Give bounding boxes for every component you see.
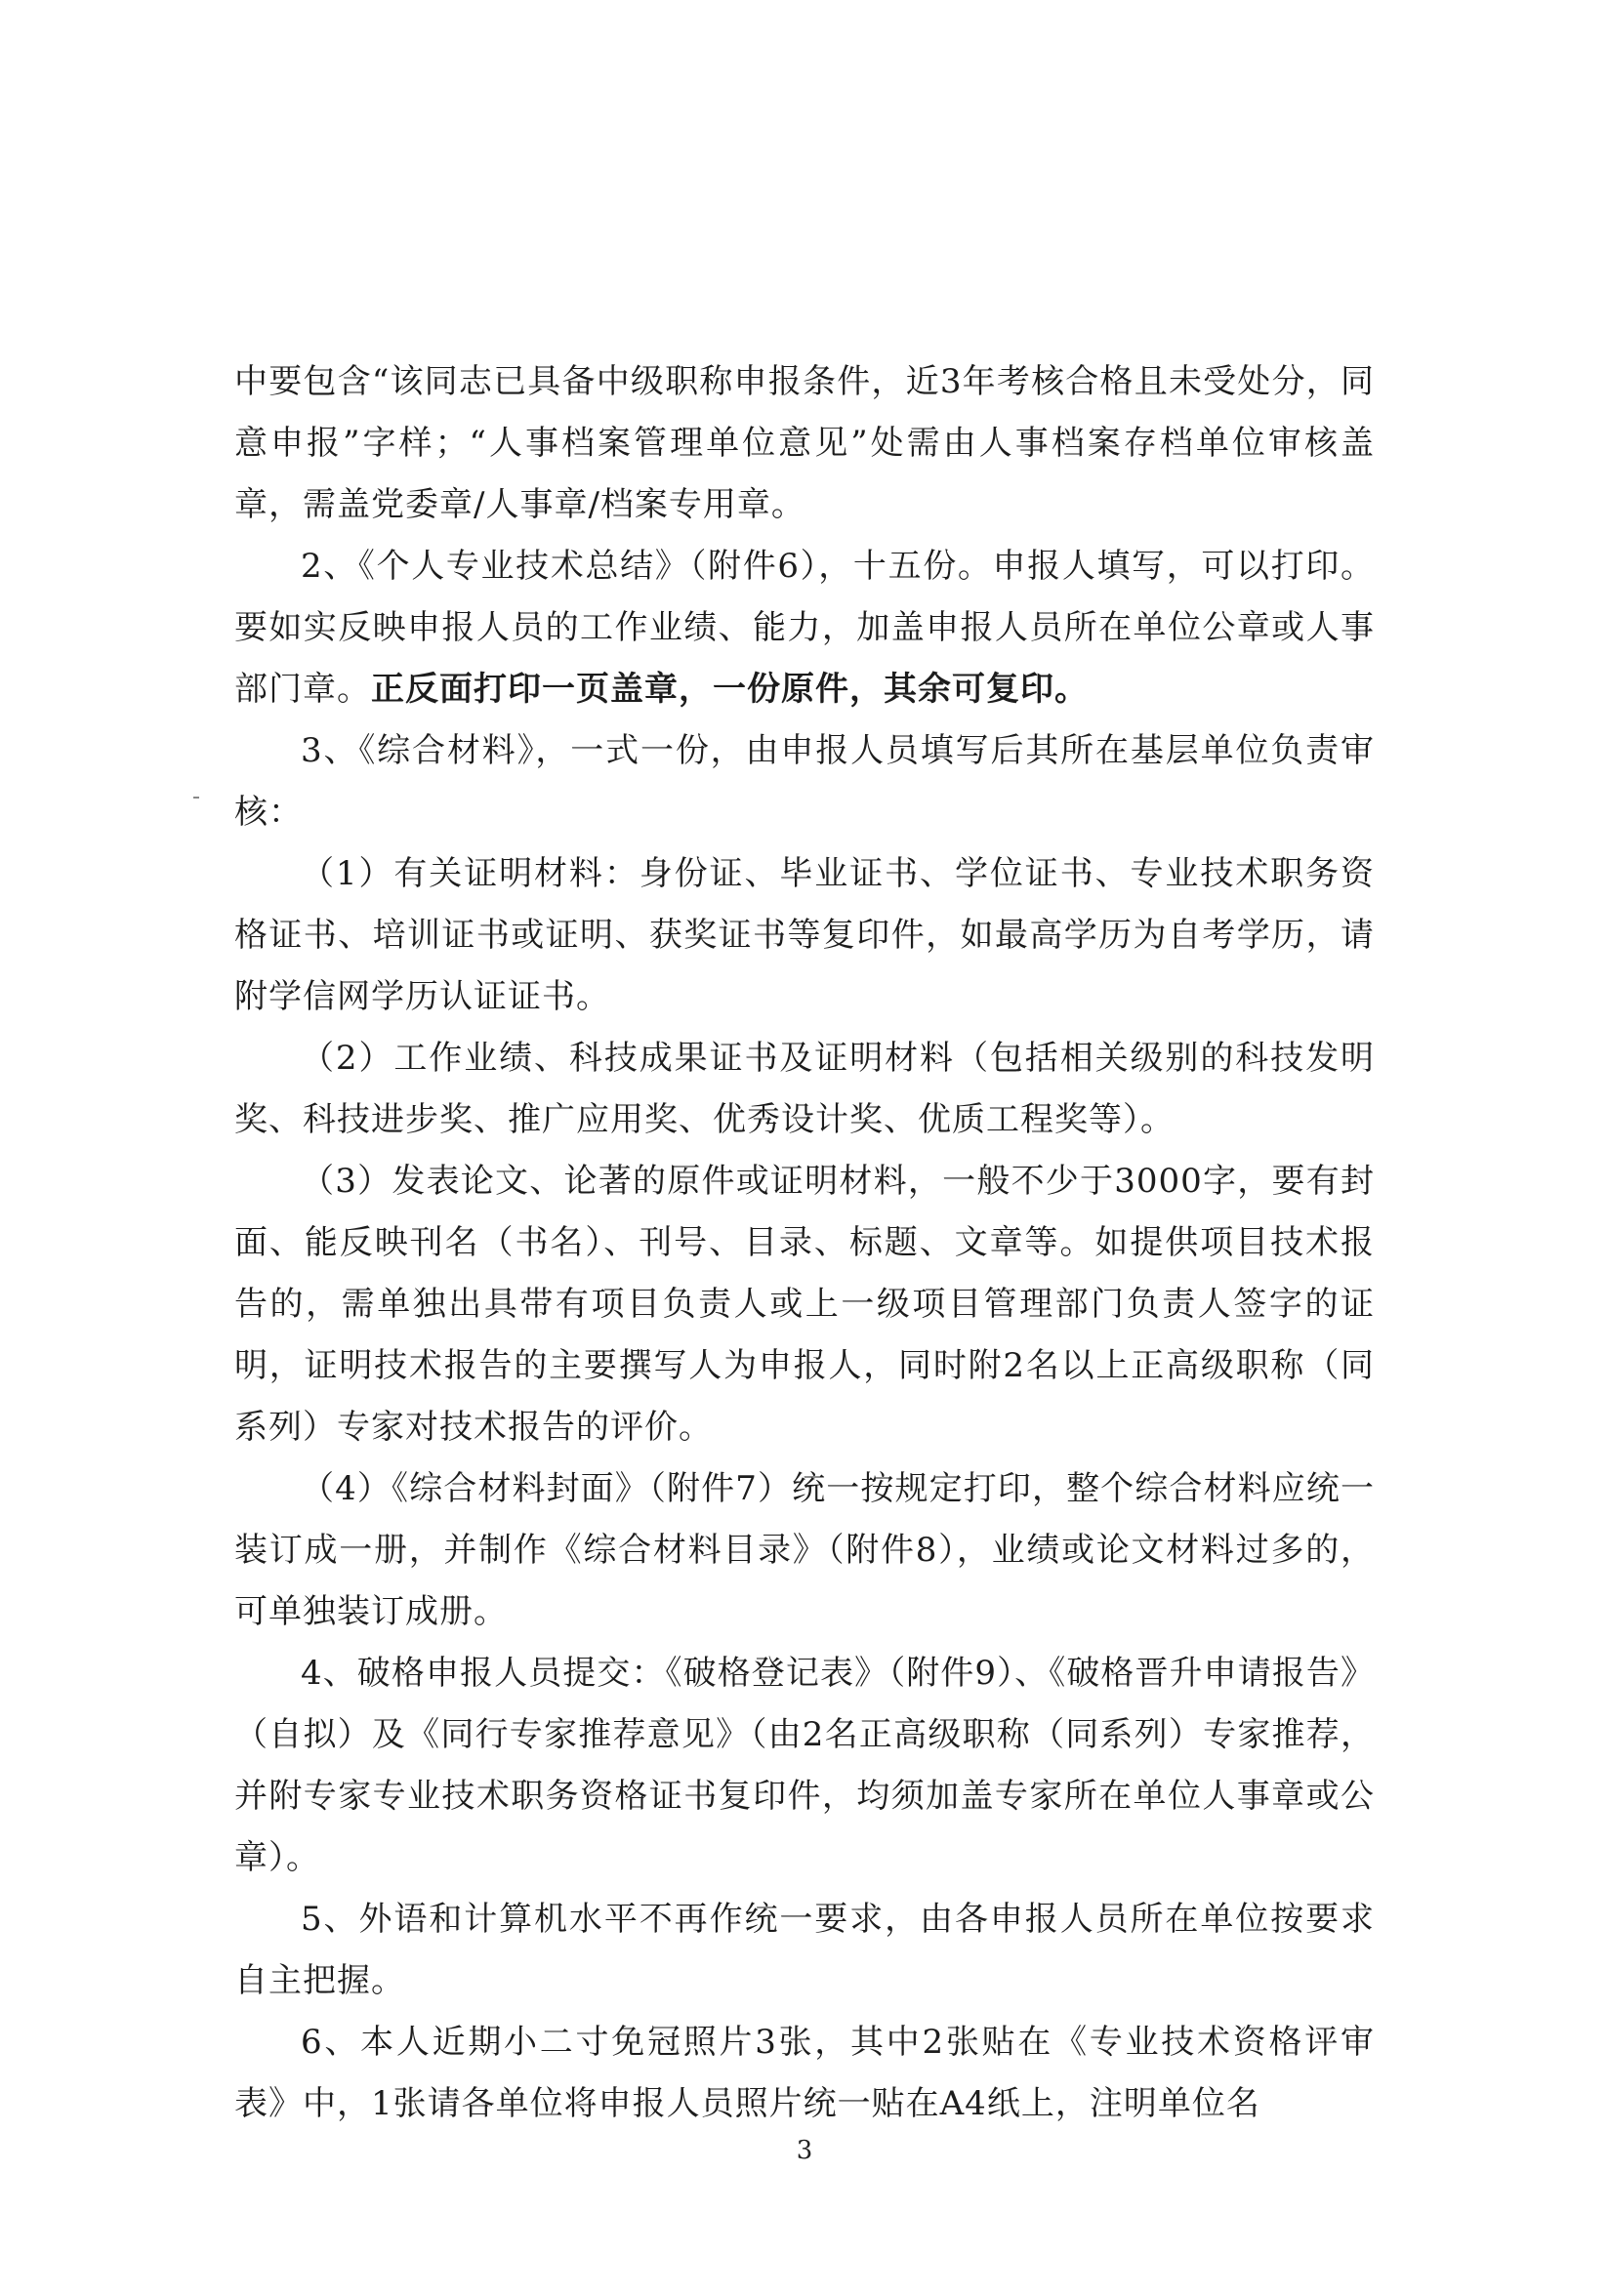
paragraph-item-4 [234,1643,1375,1889]
paragraph-text: （4）《综合材料封面》（附件7）统一按规定打印，整个综合材料应统一装订成一册，并制作《综合材料目录》（附件8），业绩或论文材料过多的，可单独装订成册。 [234,1469,1375,1631]
body-text [234,351,1375,2135]
paragraph-subitem-4 [234,1458,1375,1643]
paragraph-subitem-1 [234,843,1375,1028]
paragraph-text: 3、《综合材料》，一式一份，由申报人员填写后其所在基层单位负责审核： [234,731,1375,832]
paragraph-text: （2）工作业绩、科技成果证书及证明材料（包括相关级别的科技发明奖、科技进步奖、推广应用奖、优秀设计奖、优质工程奖等）。 [234,1039,1375,1139]
paragraph-text: 5、外语和计算机水平不再作统一要求，由各申报人员所在单位按要求自主把握。 [234,1900,1375,2000]
paragraph-subitem-2 [234,1028,1375,1151]
paragraph-item-3 [234,720,1375,843]
page-number: 3 [796,2136,813,2165]
paragraph-text: 6、本人近期小二寸免冠照片3张，其中2张贴在《专业技术资格评审表》中，1张请各单位将申报人员照片统一贴在A4纸上，注明单位名 [234,2023,1375,2123]
paragraph-item-5 [234,1889,1375,2012]
paragraph-item-6 [234,2012,1375,2135]
scan-mark [193,797,199,799]
paragraph-text: （3）发表论文、论著的原件或证明材料，一般不少于3000字，要有封面、能反映刊名（书名）、刊号、目录、标题、文章等。如提供项目技术报告的，需单独出具带有项目负责人或上一级项目管理部门负责人签字的证明，证明技术报告的主要撰写人为申报人，同时附2名以上正高级职称（同系列）专家对技术报告的评价。 [234,1162,1375,1447]
paragraph-continuation [234,351,1375,536]
paragraph-bold-text: 正反面打印一页盖章，一份原件，其余可复印。 [371,670,1089,709]
paragraph-subitem-3 [234,1151,1375,1458]
paragraph-item-2 [234,536,1375,720]
paragraph-text: 中要包含“该同志已具备中级职称申报条件，近3年考核合格且未受处分，同意申报”字样；“人事档案管理单位意见”处需由人事档案存档单位审核盖章，需盖党委章/人事章/档案专用章。 [234,362,1375,524]
paragraph-text: （1）有关证明材料：身份证、毕业证书、学位证书、专业技术职务资格证书、培训证书或证明、获奖证书等复印件，如最高学历为自考学历，请附学信网学历认证证书。 [234,854,1375,1016]
paragraph-text: 4、破格申报人员提交：《破格登记表》（附件9）、《破格晋升申请报告》（自拟）及《同行专家推荐意见》（由2名正高级职称（同系列）专家推荐，并附专家专业技术职务资格证书复印件，均须加盖专家所在单位人事章或公章）。 [234,1654,1375,1877]
paragraph-text: 2、《个人专业技术总结》（附件6），十五份。申报人填写，可以打印。要如实反映申报人员的工作业绩、能力，加盖申报人员所在单位公章或人事部门章。 [234,547,1375,709]
